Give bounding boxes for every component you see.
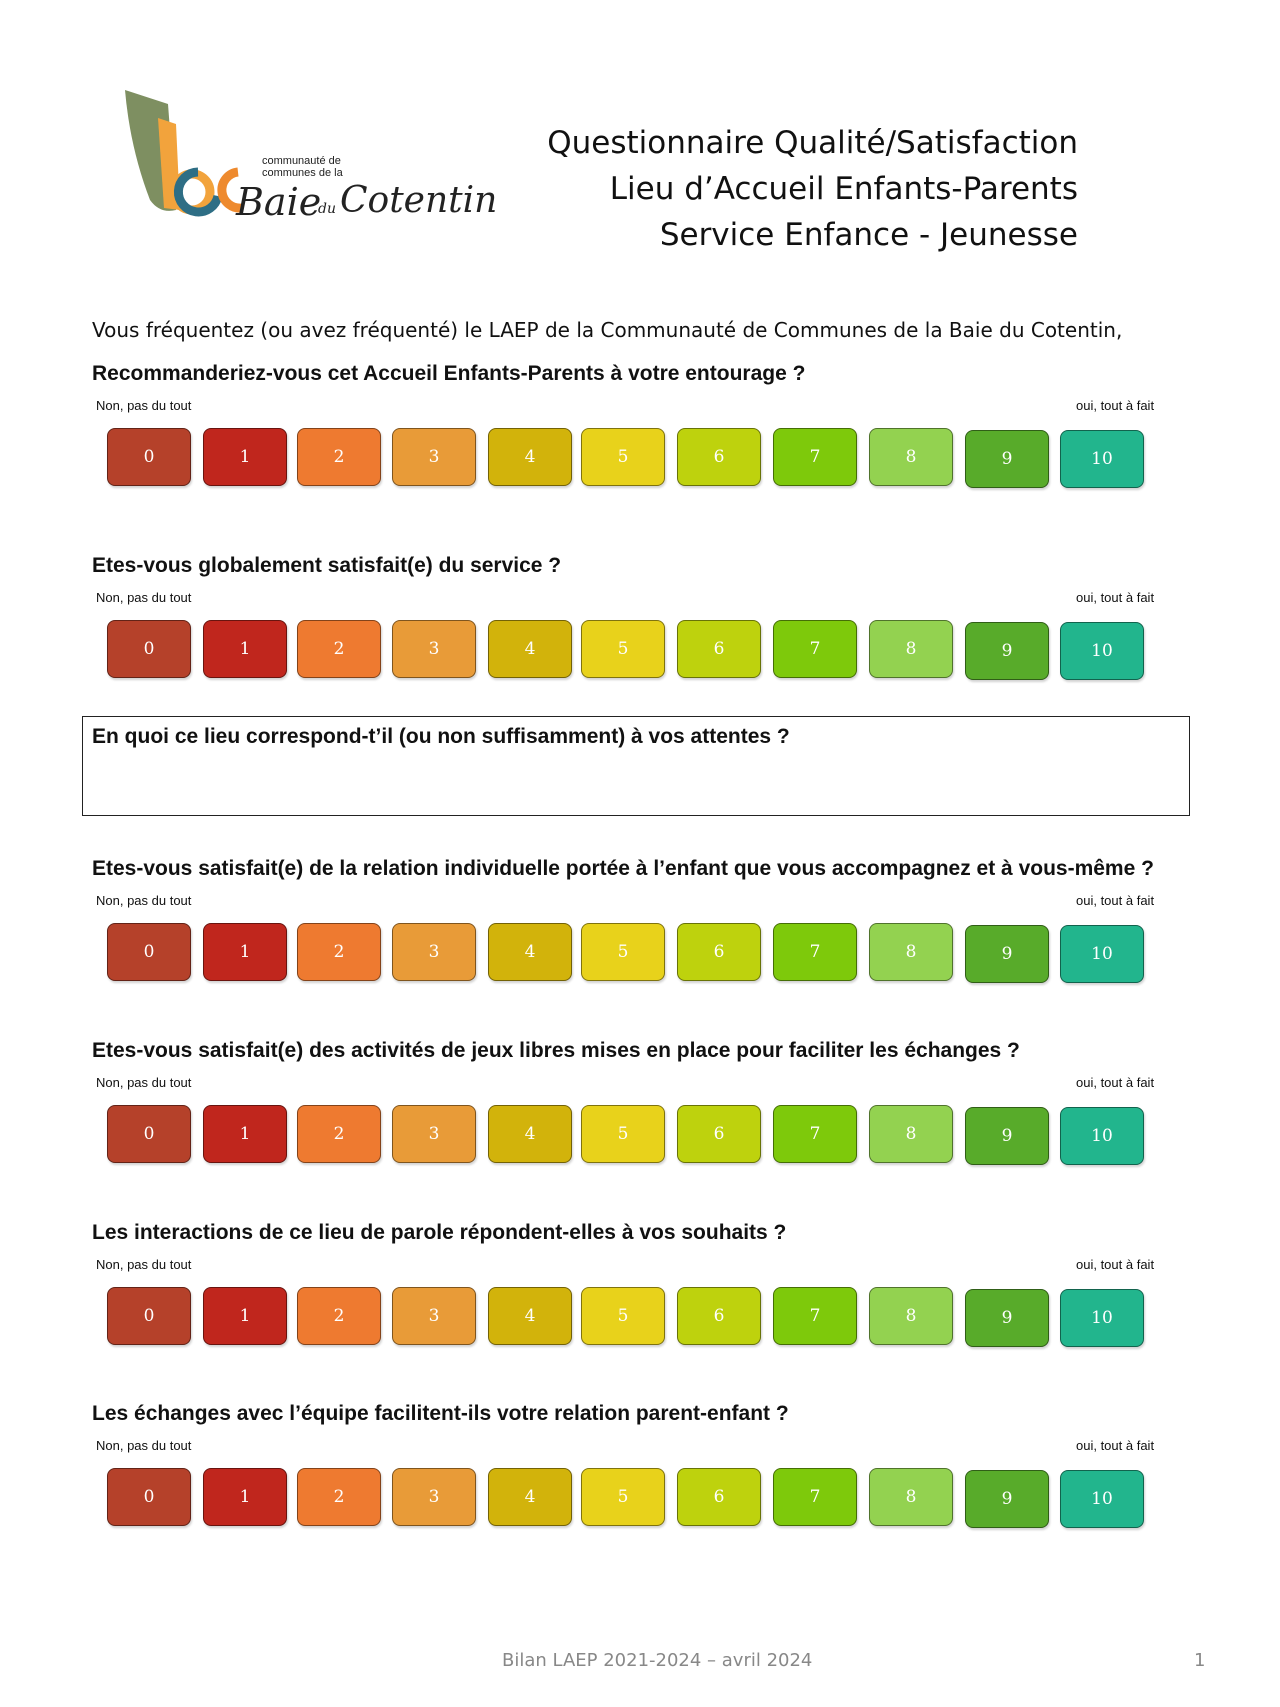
question-recommend xyxy=(92,362,1192,490)
title-line-1: Questionnaire Qualité/Satisfaction xyxy=(547,125,1078,161)
scale-high-label: oui, tout à fait xyxy=(1076,398,1155,413)
score-button-8[interactable]: 8 xyxy=(869,428,953,486)
score-button-5[interactable]: 5 xyxy=(581,1105,665,1163)
score-button-10[interactable]: 10 xyxy=(1060,925,1144,983)
document-title xyxy=(547,120,1078,258)
footer-text: Bilan LAEP 2021-2024 – avril 2024 xyxy=(502,1650,813,1671)
rating-scale xyxy=(92,428,1192,490)
score-button-2[interactable]: 2 xyxy=(297,1105,381,1163)
score-button-7[interactable]: 7 xyxy=(773,1468,857,1526)
score-button-0[interactable]: 0 xyxy=(107,1287,191,1345)
score-button-8[interactable]: 8 xyxy=(869,1105,953,1163)
score-button-9[interactable]: 9 xyxy=(965,1107,1049,1165)
score-button-7[interactable]: 7 xyxy=(773,1105,857,1163)
score-button-1[interactable]: 1 xyxy=(203,1105,287,1163)
score-button-5[interactable]: 5 xyxy=(581,1287,665,1345)
scale-high-label: oui, tout à fait xyxy=(1076,1075,1155,1090)
score-button-9[interactable]: 9 xyxy=(965,622,1049,680)
page-number: 1 xyxy=(1194,1650,1206,1671)
score-button-6[interactable]: 6 xyxy=(677,1105,761,1163)
score-button-7[interactable]: 7 xyxy=(773,1287,857,1345)
score-button-9[interactable]: 9 xyxy=(965,1289,1049,1347)
score-button-7[interactable]: 7 xyxy=(773,923,857,981)
score-button-4[interactable]: 4 xyxy=(488,1468,572,1526)
score-button-10[interactable]: 10 xyxy=(1060,1470,1144,1528)
score-button-10[interactable]: 10 xyxy=(1060,1289,1144,1347)
score-button-1[interactable]: 1 xyxy=(203,428,287,486)
score-button-3[interactable]: 3 xyxy=(392,1468,476,1526)
rating-scale xyxy=(92,1105,1192,1167)
score-button-8[interactable]: 8 xyxy=(869,1287,953,1345)
score-button-0[interactable]: 0 xyxy=(107,620,191,678)
score-button-8[interactable]: 8 xyxy=(869,923,953,981)
score-button-0[interactable]: 0 xyxy=(107,923,191,981)
question-text: Recommanderiez-vous cet Accueil Enfants-Parents à votre entourage ? xyxy=(92,362,806,385)
score-button-6[interactable]: 6 xyxy=(677,428,761,486)
question-individual-relation xyxy=(92,857,1192,985)
question-free-play xyxy=(92,1039,1192,1167)
rating-scale xyxy=(92,1468,1192,1530)
score-button-5[interactable]: 5 xyxy=(581,923,665,981)
score-button-3[interactable]: 3 xyxy=(392,620,476,678)
score-button-9[interactable]: 9 xyxy=(965,430,1049,488)
scale-low-label: Non, pas du tout xyxy=(96,1257,192,1272)
score-button-10[interactable]: 10 xyxy=(1060,430,1144,488)
score-button-1[interactable]: 1 xyxy=(203,923,287,981)
title-line-3: Service Enfance - Jeunesse xyxy=(659,217,1078,253)
score-button-10[interactable]: 10 xyxy=(1060,1107,1144,1165)
score-button-7[interactable]: 7 xyxy=(773,620,857,678)
score-button-8[interactable]: 8 xyxy=(869,1468,953,1526)
logo-brand-du: du xyxy=(318,201,336,217)
intro-text: Vous fréquentez (ou avez fréquenté) le LAEP de la Communauté de Communes de la Baie du Cotentin, xyxy=(92,318,1123,342)
score-button-6[interactable]: 6 xyxy=(677,1287,761,1345)
question-text: Etes-vous satisfait(e) des activités de jeux libres mises en place pour faciliter les échanges ? xyxy=(92,1039,1020,1062)
logo-brand-cotentin: Cotentin xyxy=(340,180,498,221)
scale-low-label: Non, pas du tout xyxy=(96,893,192,908)
score-button-10[interactable]: 10 xyxy=(1060,622,1144,680)
rating-scale xyxy=(92,923,1192,985)
scale-low-label: Non, pas du tout xyxy=(96,1075,192,1090)
score-button-5[interactable]: 5 xyxy=(581,1468,665,1526)
score-button-1[interactable]: 1 xyxy=(203,1287,287,1345)
scale-high-label: oui, tout à fait xyxy=(1076,893,1155,908)
score-button-3[interactable]: 3 xyxy=(392,1105,476,1163)
score-button-0[interactable]: 0 xyxy=(107,1105,191,1163)
score-button-0[interactable]: 0 xyxy=(107,1468,191,1526)
score-button-2[interactable]: 2 xyxy=(297,1468,381,1526)
question-global-satisfaction xyxy=(92,554,1192,682)
score-button-4[interactable]: 4 xyxy=(488,923,572,981)
score-button-2[interactable]: 2 xyxy=(297,1287,381,1345)
rating-scale xyxy=(92,620,1192,682)
score-button-7[interactable]: 7 xyxy=(773,428,857,486)
question-text: Les échanges avec l’équipe facilitent-ils votre relation parent-enfant ? xyxy=(92,1402,789,1425)
rating-scale xyxy=(92,1287,1192,1349)
baie-du-cotentin-logo xyxy=(120,88,500,238)
open-question-box[interactable] xyxy=(82,716,1190,816)
score-button-5[interactable]: 5 xyxy=(581,428,665,486)
open-question-text: En quoi ce lieu correspond-t’il (ou non suffisamment) à vos attentes ? xyxy=(92,725,790,748)
score-button-8[interactable]: 8 xyxy=(869,620,953,678)
logo-line2: communes de la xyxy=(262,167,343,179)
score-button-0[interactable]: 0 xyxy=(107,428,191,486)
score-button-5[interactable]: 5 xyxy=(581,620,665,678)
score-button-1[interactable]: 1 xyxy=(203,620,287,678)
logo-line1: communauté de xyxy=(262,155,341,167)
score-button-1[interactable]: 1 xyxy=(203,1468,287,1526)
score-button-9[interactable]: 9 xyxy=(965,925,1049,983)
scale-low-label: Non, pas du tout xyxy=(96,590,192,605)
scale-high-label: oui, tout à fait xyxy=(1076,590,1155,605)
score-button-4[interactable]: 4 xyxy=(488,1287,572,1345)
logo-brand-baie: Baie xyxy=(236,180,322,224)
question-interactions xyxy=(92,1221,1192,1349)
score-button-4[interactable]: 4 xyxy=(488,620,572,678)
scale-low-label: Non, pas du tout xyxy=(96,1438,192,1453)
score-button-4[interactable]: 4 xyxy=(488,428,572,486)
score-button-2[interactable]: 2 xyxy=(297,428,381,486)
title-line-2: Lieu d’Accueil Enfants-Parents xyxy=(609,171,1078,207)
score-button-9[interactable]: 9 xyxy=(965,1470,1049,1528)
question-text: Etes-vous globalement satisfait(e) du service ? xyxy=(92,554,562,577)
score-button-3[interactable]: 3 xyxy=(392,428,476,486)
score-button-4[interactable]: 4 xyxy=(488,1105,572,1163)
scale-low-label: Non, pas du tout xyxy=(96,398,192,413)
score-button-6[interactable]: 6 xyxy=(677,1468,761,1526)
question-text: Etes-vous satisfait(e) de la relation individuelle portée à l’enfant que vous accompagnez et à vous-même ? xyxy=(92,857,1154,880)
score-button-6[interactable]: 6 xyxy=(677,923,761,981)
score-button-3[interactable]: 3 xyxy=(392,923,476,981)
score-button-2[interactable]: 2 xyxy=(297,620,381,678)
scale-high-label: oui, tout à fait xyxy=(1076,1257,1155,1272)
question-text: Les interactions de ce lieu de parole répondent-elles à vos souhaits ? xyxy=(92,1221,787,1244)
question-team-exchanges xyxy=(92,1402,1192,1530)
scale-high-label: oui, tout à fait xyxy=(1076,1438,1155,1453)
score-button-2[interactable]: 2 xyxy=(297,923,381,981)
score-button-3[interactable]: 3 xyxy=(392,1287,476,1345)
score-button-6[interactable]: 6 xyxy=(677,620,761,678)
